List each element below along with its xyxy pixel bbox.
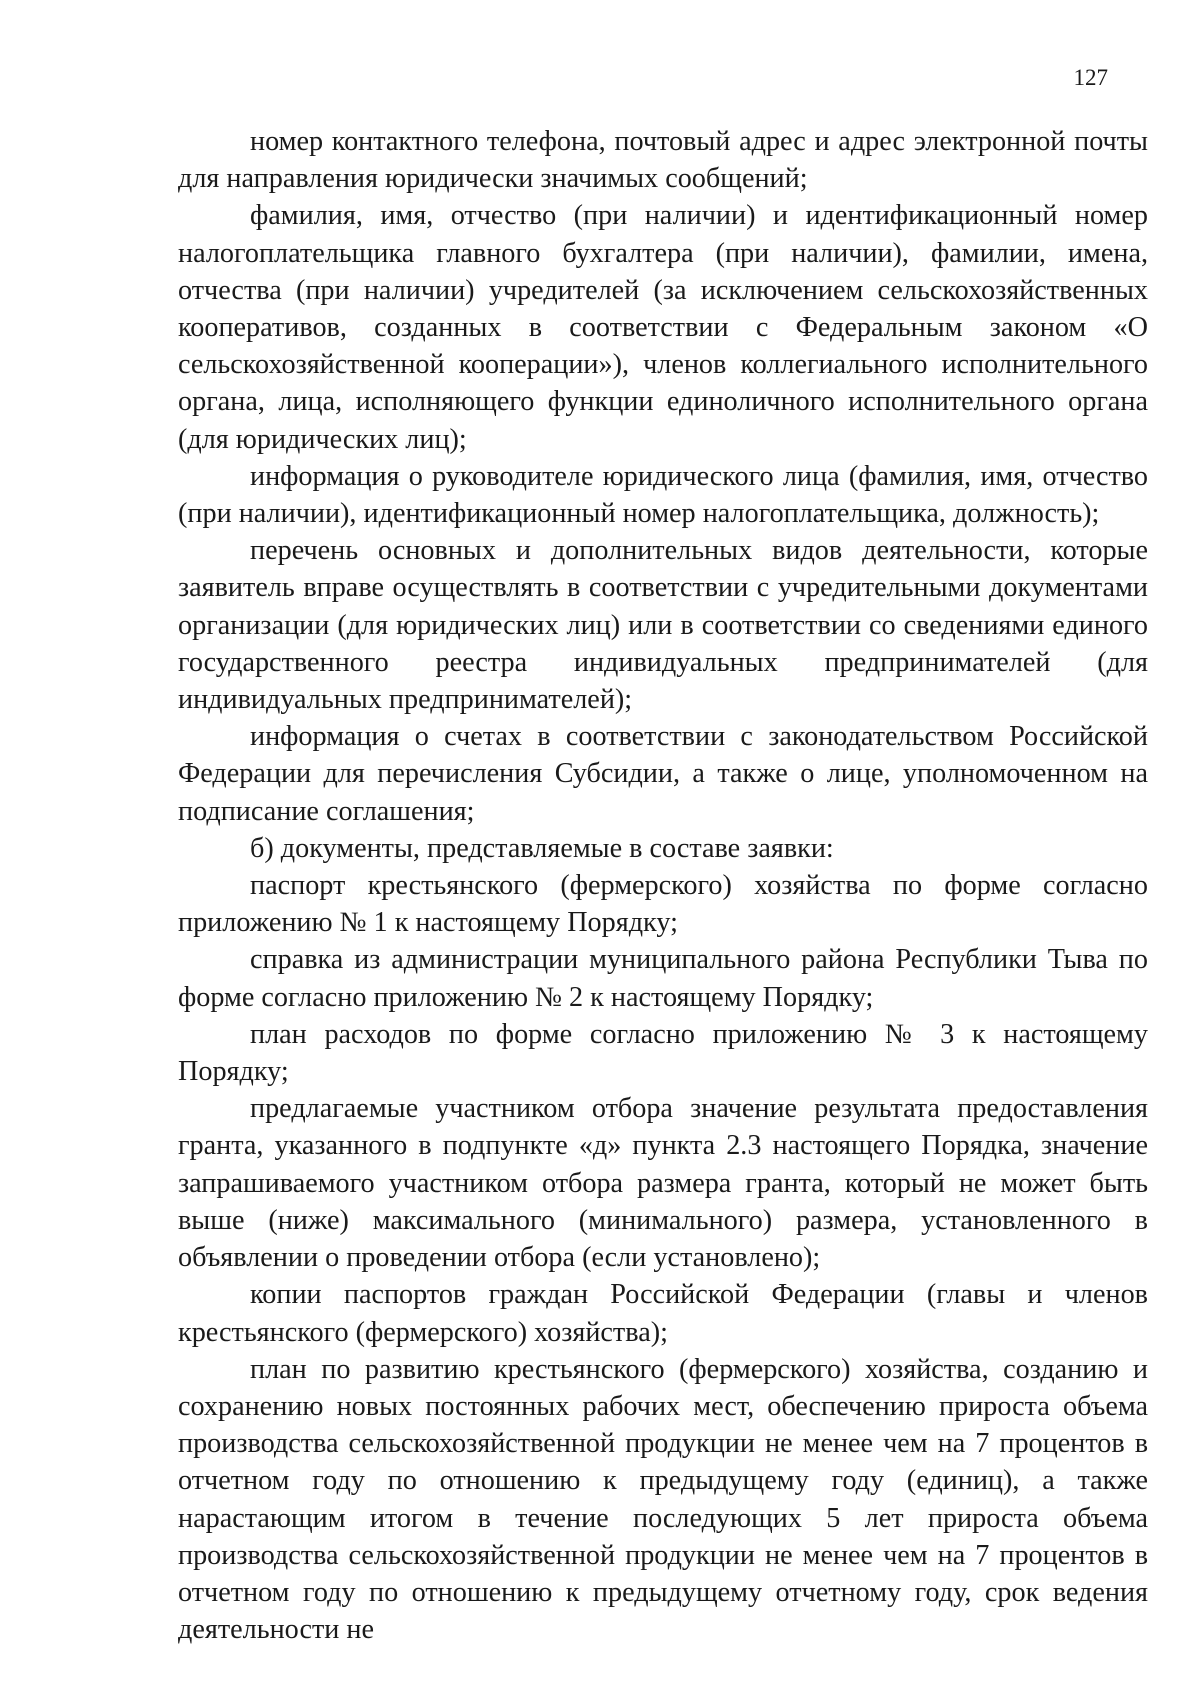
paragraph-documents-heading: б) документы, представляемые в составе заявки: — [250, 832, 834, 864]
paragraph-activities-list: перечень основных и дополнительных видов деятельности, которые заявитель вправе осуществлять в соответствии с учредительными документами организации (для юридических лиц) или в соответствии со сведениями единого государственного реестра индивидуальных предпринимателей (для индивидуальных предпринимателей); — [178, 535, 1148, 716]
page-number: 127 — [1073, 65, 1108, 90]
paragraph-passport-copies: копии паспортов граждан Российской Федерации (главы и членов крестьянского (фермерского) хозяйства); — [178, 1279, 1148, 1348]
paragraph-director-info: информация о руководителе юридического лица (фамилия, имя, отчество (при наличии), идентификационный номер налогоплательщика, должность); — [178, 460, 1148, 530]
paragraph-development-plan: план по развитию крестьянского (фермерского) хозяйства, созданию и сохранению новых постоянных рабочих мест, обеспечению прироста объема производства сельскохозяйственной продукции не менее чем на 7 процентов в отчетном году по отношению к предыдущему году (единиц), а также нарастающим итогом в течение последующих 5 лет прироста объема производства сельскохозяйственной продукции не менее чем на 7 процентов в отчетном году по отношению к предыдущему отчетному году, срок ведения деятельности не — [178, 1353, 1148, 1646]
paragraph-administration-certificate: справка из администрации муниципального района Республики Тыва по форме согласно приложению № 2 к настоящему Порядку; — [178, 944, 1148, 1013]
paragraph-accounts-info: информация о счетах в соответствии с законодательством Российской Федерации для перечисления Субсидии, а также о лице, уполномоченном на подписание соглашения; — [178, 721, 1148, 827]
paragraph-farm-passport: паспорт крестьянского (фермерского) хозяйства по форме согласно приложению № 1 к настоящему Порядку; — [178, 870, 1148, 939]
document-body — [178, 123, 1148, 1648]
paragraph-founders-info: фамилия, имя, отчество (при наличии) и идентификационный номер налогоплательщика главного бухгалтера (при наличии), фамилии, имена, отчества (при наличии) учредителей (за исключением сельскохозяйственных кооперативов, созданных в соответствии с Федеральным законом «О сельскохозяйственной кооперации»), членов коллегиального исполнительного органа, лица, исполняющего функции единоличного исполнительного органа (для юридических лиц); — [178, 200, 1148, 455]
paragraph-grant-result: предлагаемые участником отбора значение результата предоставления гранта, указанного в подпункте «д» пункта 2.3 настоящего Порядка, значение запрашиваемого участником отбора размера гранта, который не может быть выше (ниже) максимального (минимального) размера, установленного в объявлении о проведении отбора (если установлено); — [178, 1093, 1148, 1274]
paragraph-expense-plan: план расходов по форме согласно приложению № 3 к настоящему Порядку; — [178, 1018, 1148, 1088]
paragraph-contact-info: номер контактного телефона, почтовый адрес и адрес электронной почты для направления юридически значимых сообщений; — [178, 126, 1148, 195]
